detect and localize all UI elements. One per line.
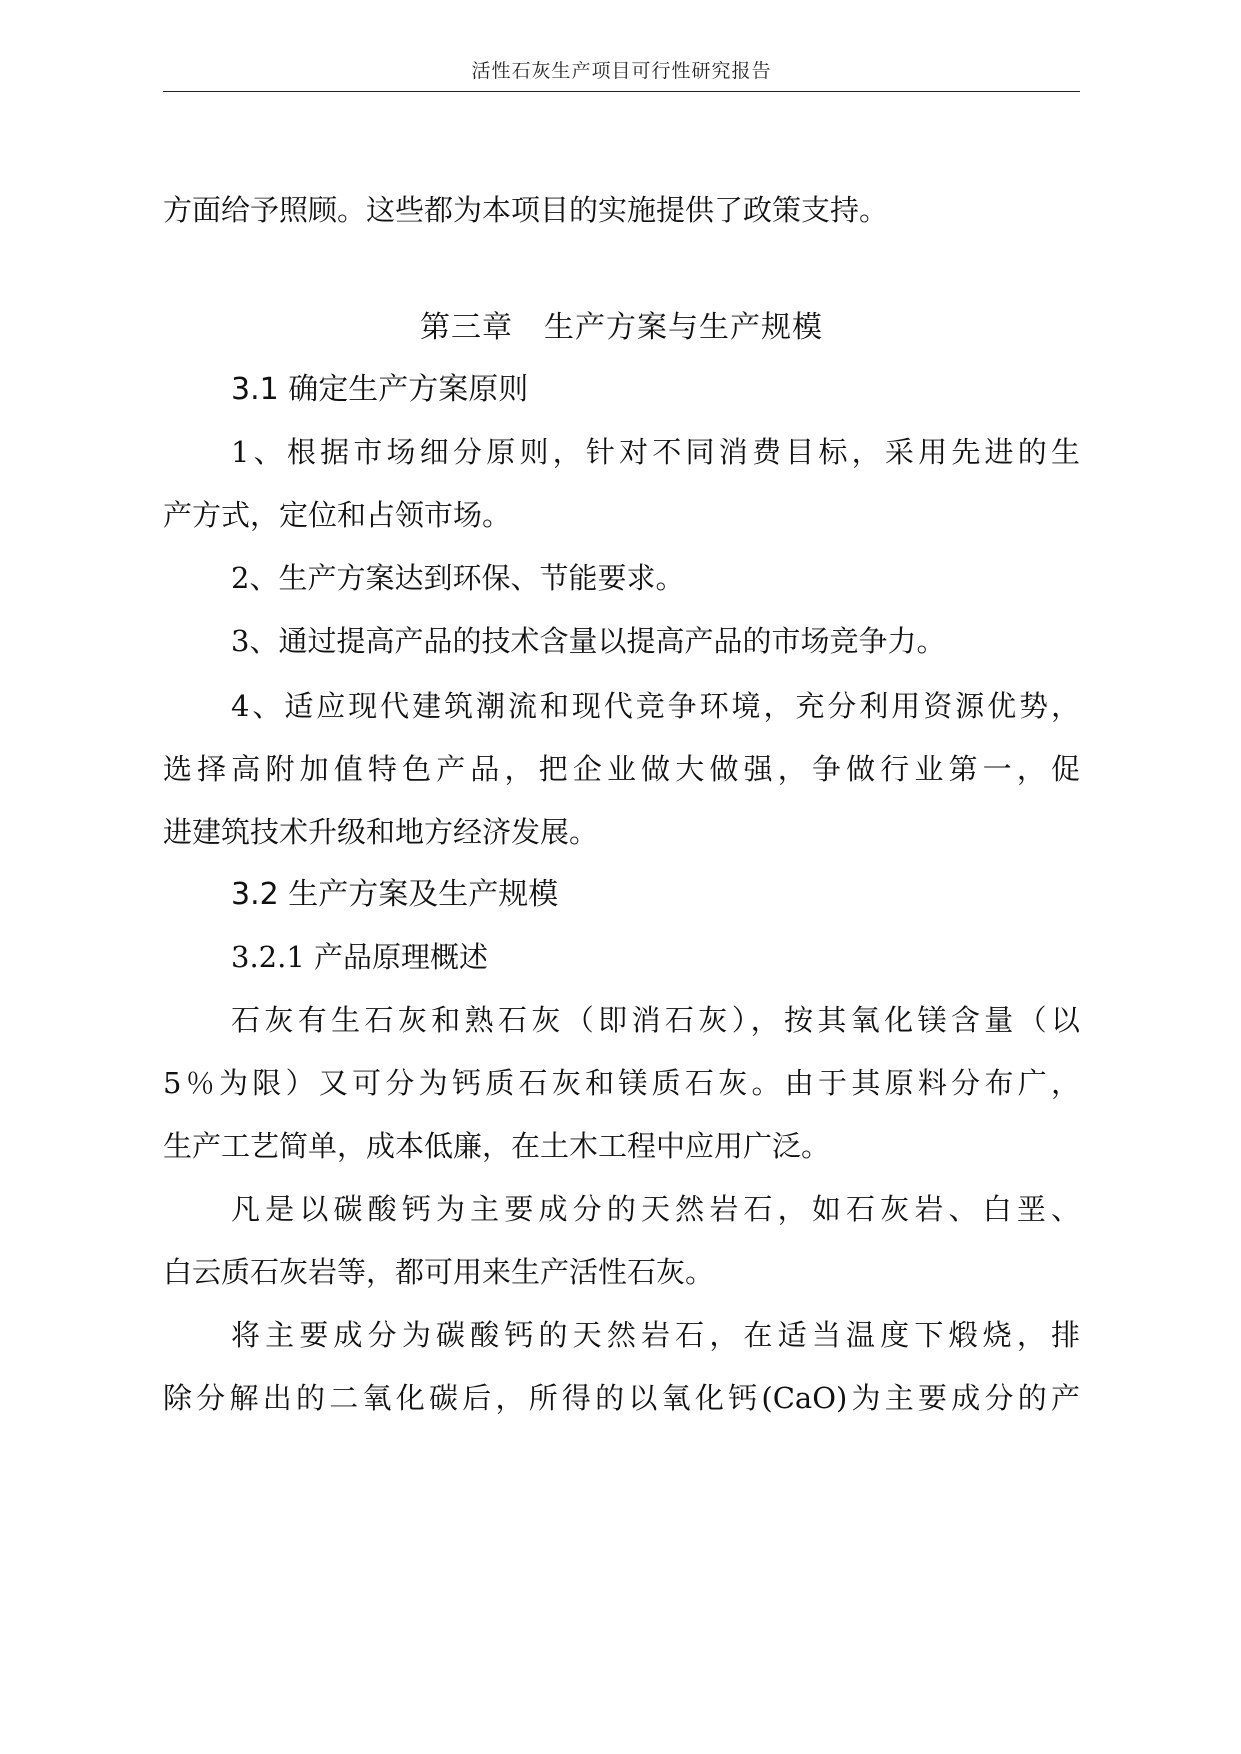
section-heading-3-1: 3.1 确定生产方案原则 — [231, 372, 529, 407]
paragraph-line: 生产工艺简单，成本低廉，在土木工程中应用广泛。 — [163, 1129, 831, 1163]
paragraph-line: 产方式，定位和占领市场。 — [163, 498, 512, 532]
paragraph-line: 白云质石灰岩等，都可用来生产活性石灰。 — [163, 1255, 715, 1289]
running-header: 活性石灰生产项目可行性研究报告 — [471, 60, 772, 82]
paragraph-line: 石灰有生石灰和熟石灰（即消石灰），按其氧化镁含量（以 — [231, 1003, 1080, 1037]
paragraph-line: 除分解出的二氧化碳后，所得的以氧化钙(CaO)为主要成分的产 — [163, 1381, 1080, 1415]
paragraph-line: 4、适应现代建筑潮流和现代竞争环境，充分利用资源优势， — [231, 689, 1080, 723]
paragraph-line: 选择高附加值特色产品，把企业做大做强，争做行业第一，促 — [163, 752, 1080, 786]
paragraph-line: 将主要成分为碳酸钙的天然岩石，在适当温度下煅烧，排 — [231, 1318, 1080, 1352]
paragraph-line: 3、通过提高产品的技术含量以提高产品的市场竞争力。 — [231, 624, 946, 658]
paragraph-line: 凡是以碳酸钙为主要成分的天然岩石，如石灰岩、白垩、 — [231, 1192, 1080, 1226]
subsection-heading-3-2-1: 3.2.1 产品原理概述 — [231, 940, 489, 974]
paragraph-line: 1、根据市场细分原则，针对不同消费目标，采用先进的生 — [231, 435, 1080, 469]
header-rule — [163, 91, 1080, 92]
paragraph-line: 2、生产方案达到环保、节能要求。 — [231, 561, 685, 595]
paragraph-line: 方面给予照顾。这些都为本项目的实施提供了政策支持。 — [163, 193, 889, 227]
chapter-title: 第三章 生产方案与生产规模 — [420, 310, 823, 345]
section-heading-3-2: 3.2 生产方案及生产规模 — [231, 877, 559, 912]
paragraph-line: 5％为限）又可分为钙质石灰和镁质石灰。由于其原料分布广， — [163, 1066, 1080, 1100]
paragraph-line: 进建筑技术升级和地方经济发展。 — [163, 815, 599, 849]
